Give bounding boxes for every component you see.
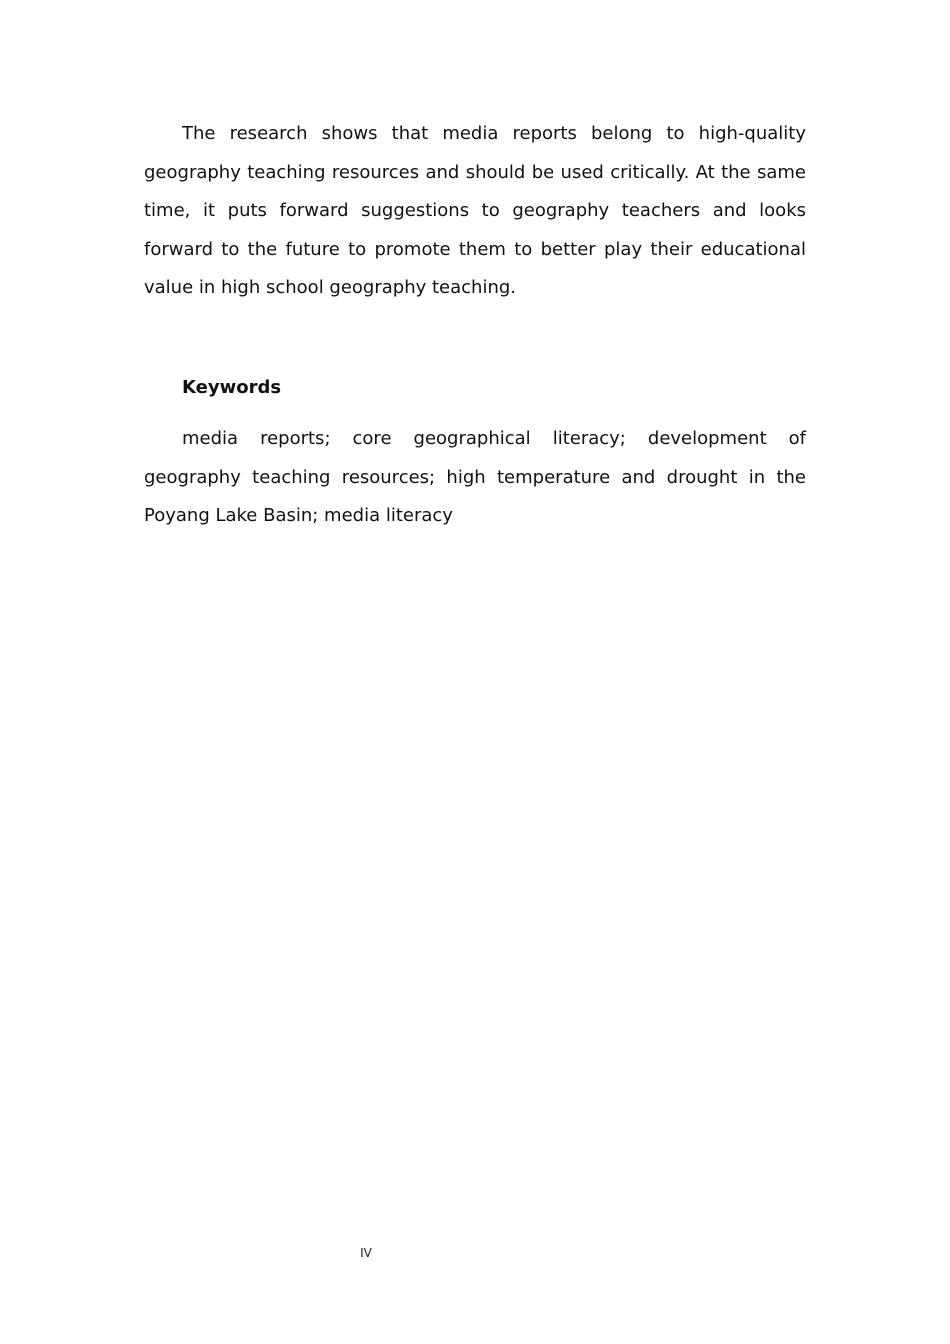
abstract-paragraph: The research shows that media reports belong to high-quality geography teaching resources and should be used critically. At the same time, it puts forward suggestions to geography teachers and looks forward to the future to promote them to better play their educational value in high school geography teaching.	[144, 123, 806, 298]
keywords-text: media reports; core geographical literacy; development of geography teaching resources; high temperature and drought in the Poyang Lake Basin; media literacy	[144, 428, 806, 526]
page-content	[144, 115, 806, 536]
keywords-heading: Keywords	[182, 376, 282, 398]
page-number: IV	[360, 1246, 372, 1260]
